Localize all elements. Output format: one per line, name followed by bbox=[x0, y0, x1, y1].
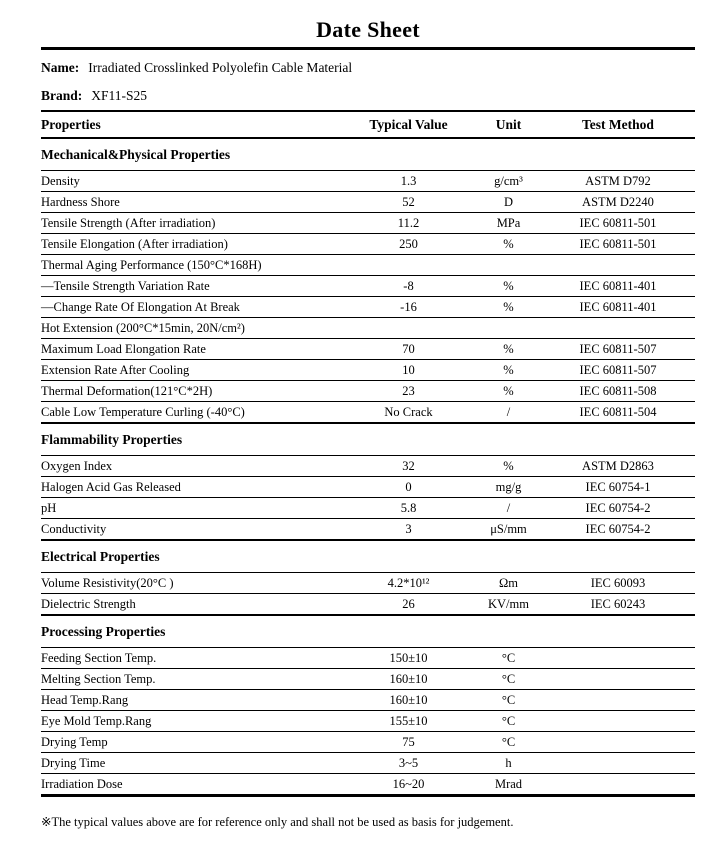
cell-method: IEC 60811-401 bbox=[579, 299, 657, 314]
cell-unit: % bbox=[503, 236, 514, 251]
table-row bbox=[41, 402, 695, 424]
cell-property: —Change Rate Of Elongation At Break bbox=[41, 299, 240, 314]
brand-row bbox=[41, 82, 695, 110]
cell-value: No Crack bbox=[384, 404, 433, 419]
cell-value: -8 bbox=[403, 278, 414, 293]
cell-method: IEC 60754-1 bbox=[585, 479, 651, 494]
properties-table bbox=[41, 110, 695, 797]
cell-property: Cable Low Temperature Curling (-40°C) bbox=[41, 404, 245, 419]
cell-property: Maximum Load Elongation Rate bbox=[41, 341, 206, 356]
cell-property: Melting Section Temp. bbox=[41, 671, 156, 686]
cell-value: 3~5 bbox=[398, 755, 419, 770]
table-row bbox=[41, 255, 695, 276]
cell-property: Thermal Deformation(121°C*2H) bbox=[41, 383, 213, 398]
col-header-test-method: Test Method bbox=[582, 116, 654, 132]
cell-unit: % bbox=[503, 383, 514, 398]
table-row bbox=[41, 192, 695, 213]
cell-method: IEC 60754-2 bbox=[585, 500, 651, 515]
section-title-row bbox=[41, 423, 695, 456]
cell-property: Drying Time bbox=[41, 755, 106, 770]
cell-property: Volume Resistivity(20°C ) bbox=[41, 575, 174, 590]
section-title: Mechanical&Physical Properties bbox=[41, 146, 231, 162]
cell-property: Hot Extension (200°C*15min, 20N/cm²) bbox=[41, 320, 245, 335]
cell-method: IEC 60243 bbox=[590, 596, 646, 611]
title-rule bbox=[41, 47, 695, 50]
cell-property: Tensile Strength (After irradiation) bbox=[41, 215, 216, 230]
table-row bbox=[41, 594, 695, 616]
table-header-row bbox=[41, 111, 695, 138]
table-row bbox=[41, 318, 695, 339]
cell-unit: % bbox=[503, 362, 514, 377]
cell-property: Extension Rate After Cooling bbox=[41, 362, 190, 377]
table-row bbox=[41, 732, 695, 753]
cell-unit: % bbox=[503, 458, 514, 473]
cell-unit: g/cm³ bbox=[494, 173, 523, 188]
cell-value: 52 bbox=[402, 194, 415, 209]
cell-unit: MPa bbox=[496, 215, 521, 230]
cell-value: 3 bbox=[405, 521, 412, 536]
cell-unit: °C bbox=[501, 734, 516, 749]
table-row bbox=[41, 573, 695, 594]
cell-property: Head Temp.Rang bbox=[41, 692, 129, 707]
brand-value: XF11-S25 bbox=[91, 88, 148, 103]
cell-property: —Tensile Strength Variation Rate bbox=[41, 278, 210, 293]
cell-method: ASTM D2863 bbox=[582, 458, 654, 473]
cell-value: 4.2*10¹² bbox=[387, 575, 430, 590]
cell-method: IEC 60811-507 bbox=[579, 362, 657, 377]
cell-value: -16 bbox=[400, 299, 417, 314]
table-row bbox=[41, 753, 695, 774]
col-header-properties: Properties bbox=[41, 116, 101, 132]
section-title-row bbox=[41, 615, 695, 648]
cell-value: 32 bbox=[402, 458, 415, 473]
cell-value: 16~20 bbox=[392, 776, 425, 791]
cell-method: IEC 60811-504 bbox=[579, 404, 657, 419]
table-row bbox=[41, 456, 695, 477]
cell-value: 10 bbox=[402, 362, 415, 377]
table-row bbox=[41, 381, 695, 402]
cell-value: 160±10 bbox=[389, 692, 428, 707]
cell-property: Eye Mold Temp.Rang bbox=[41, 713, 152, 728]
cell-method bbox=[541, 690, 695, 711]
table-row bbox=[41, 360, 695, 381]
table-row bbox=[41, 339, 695, 360]
cell-method bbox=[541, 732, 695, 753]
section-title: Flammability Properties bbox=[41, 431, 183, 447]
section-title-row bbox=[41, 540, 695, 573]
cell-property: Density bbox=[41, 173, 80, 188]
cell-property: pH bbox=[41, 500, 57, 515]
table-row bbox=[41, 648, 695, 669]
table-row bbox=[41, 477, 695, 498]
cell-property: Dielectric Strength bbox=[41, 596, 136, 611]
cell-method bbox=[541, 255, 695, 276]
table-row bbox=[41, 234, 695, 255]
cell-value bbox=[341, 255, 476, 276]
table-row bbox=[41, 774, 695, 796]
table-row bbox=[41, 297, 695, 318]
cell-unit: % bbox=[503, 299, 514, 314]
table-row bbox=[41, 171, 695, 192]
table-row bbox=[41, 498, 695, 519]
cell-unit bbox=[476, 318, 541, 339]
cell-value: 150±10 bbox=[389, 650, 428, 665]
cell-unit: h bbox=[505, 755, 512, 770]
cell-unit bbox=[476, 255, 541, 276]
cell-method: IEC 60093 bbox=[590, 575, 646, 590]
page-title: Date Sheet bbox=[316, 17, 420, 42]
cell-unit: Ωm bbox=[498, 575, 518, 590]
cell-method: IEC 60811-501 bbox=[579, 236, 657, 251]
cell-value: 160±10 bbox=[389, 671, 428, 686]
cell-method bbox=[541, 753, 695, 774]
cell-value: 26 bbox=[402, 596, 415, 611]
cell-method: IEC 60811-401 bbox=[579, 278, 657, 293]
cell-property: Thermal Aging Performance (150°C*168H) bbox=[41, 257, 262, 272]
cell-method: IEC 60811-507 bbox=[579, 341, 657, 356]
cell-unit: D bbox=[503, 194, 514, 209]
name-row bbox=[41, 54, 695, 82]
cell-method bbox=[541, 711, 695, 732]
section-title-row bbox=[41, 138, 695, 171]
cell-method bbox=[541, 318, 695, 339]
cell-method: IEC 60811-508 bbox=[579, 383, 657, 398]
cell-property: Hardness Shore bbox=[41, 194, 120, 209]
cell-method: ASTM D2240 bbox=[582, 194, 654, 209]
cell-unit: °C bbox=[501, 692, 516, 707]
cell-method: IEC 60754-2 bbox=[585, 521, 651, 536]
table-row bbox=[41, 519, 695, 541]
cell-property: Tensile Elongation (After irradiation) bbox=[41, 236, 228, 251]
name-value: Irradiated Crosslinked Polyolefin Cable Material bbox=[88, 60, 353, 75]
cell-property: Feeding Section Temp. bbox=[41, 650, 157, 665]
table-row bbox=[41, 276, 695, 297]
cell-value: 5.8 bbox=[400, 500, 417, 515]
cell-value: 0 bbox=[405, 479, 412, 494]
cell-unit: °C bbox=[501, 650, 516, 665]
cell-unit: μS/mm bbox=[490, 521, 527, 536]
cell-unit: Mrad bbox=[494, 776, 523, 791]
cell-value: 1.3 bbox=[400, 173, 417, 188]
cell-unit: KV/mm bbox=[488, 596, 529, 611]
cell-unit: % bbox=[503, 278, 514, 293]
cell-method: ASTM D792 bbox=[585, 173, 651, 188]
cell-property: Oxygen Index bbox=[41, 458, 113, 473]
section-title: Processing Properties bbox=[41, 623, 166, 639]
cell-property: Halogen Acid Gas Released bbox=[41, 479, 181, 494]
cell-property: Drying Temp bbox=[41, 734, 108, 749]
table-row bbox=[41, 711, 695, 732]
cell-unit: / bbox=[506, 404, 511, 419]
cell-value: 250 bbox=[399, 236, 418, 251]
col-header-typical-value: Typical Value bbox=[369, 116, 448, 132]
table-row bbox=[41, 669, 695, 690]
name-label: Name: bbox=[41, 60, 80, 75]
cell-method bbox=[541, 669, 695, 690]
cell-value: 23 bbox=[402, 383, 415, 398]
cell-unit: °C bbox=[501, 671, 516, 686]
cell-unit: °C bbox=[501, 713, 516, 728]
cell-method: IEC 60811-501 bbox=[579, 215, 657, 230]
brand-label: Brand: bbox=[41, 88, 83, 103]
table-row bbox=[41, 690, 695, 711]
cell-value: 70 bbox=[402, 341, 415, 356]
cell-method bbox=[541, 648, 695, 669]
section-title: Electrical Properties bbox=[41, 548, 160, 564]
cell-method bbox=[541, 774, 695, 796]
cell-value: 11.2 bbox=[397, 215, 420, 230]
col-header-unit: Unit bbox=[495, 116, 522, 132]
cell-value: 75 bbox=[402, 734, 415, 749]
cell-value: 155±10 bbox=[389, 713, 428, 728]
cell-property: Conductivity bbox=[41, 521, 107, 536]
footer-note: ※The typical values above are for reference only and shall not be used as basis for judgement. bbox=[41, 815, 514, 829]
cell-property: Irradiation Dose bbox=[41, 776, 123, 791]
cell-value bbox=[341, 318, 476, 339]
cell-unit: % bbox=[503, 341, 514, 356]
cell-unit: mg/g bbox=[495, 479, 522, 494]
cell-unit: / bbox=[506, 500, 511, 515]
table-row bbox=[41, 213, 695, 234]
